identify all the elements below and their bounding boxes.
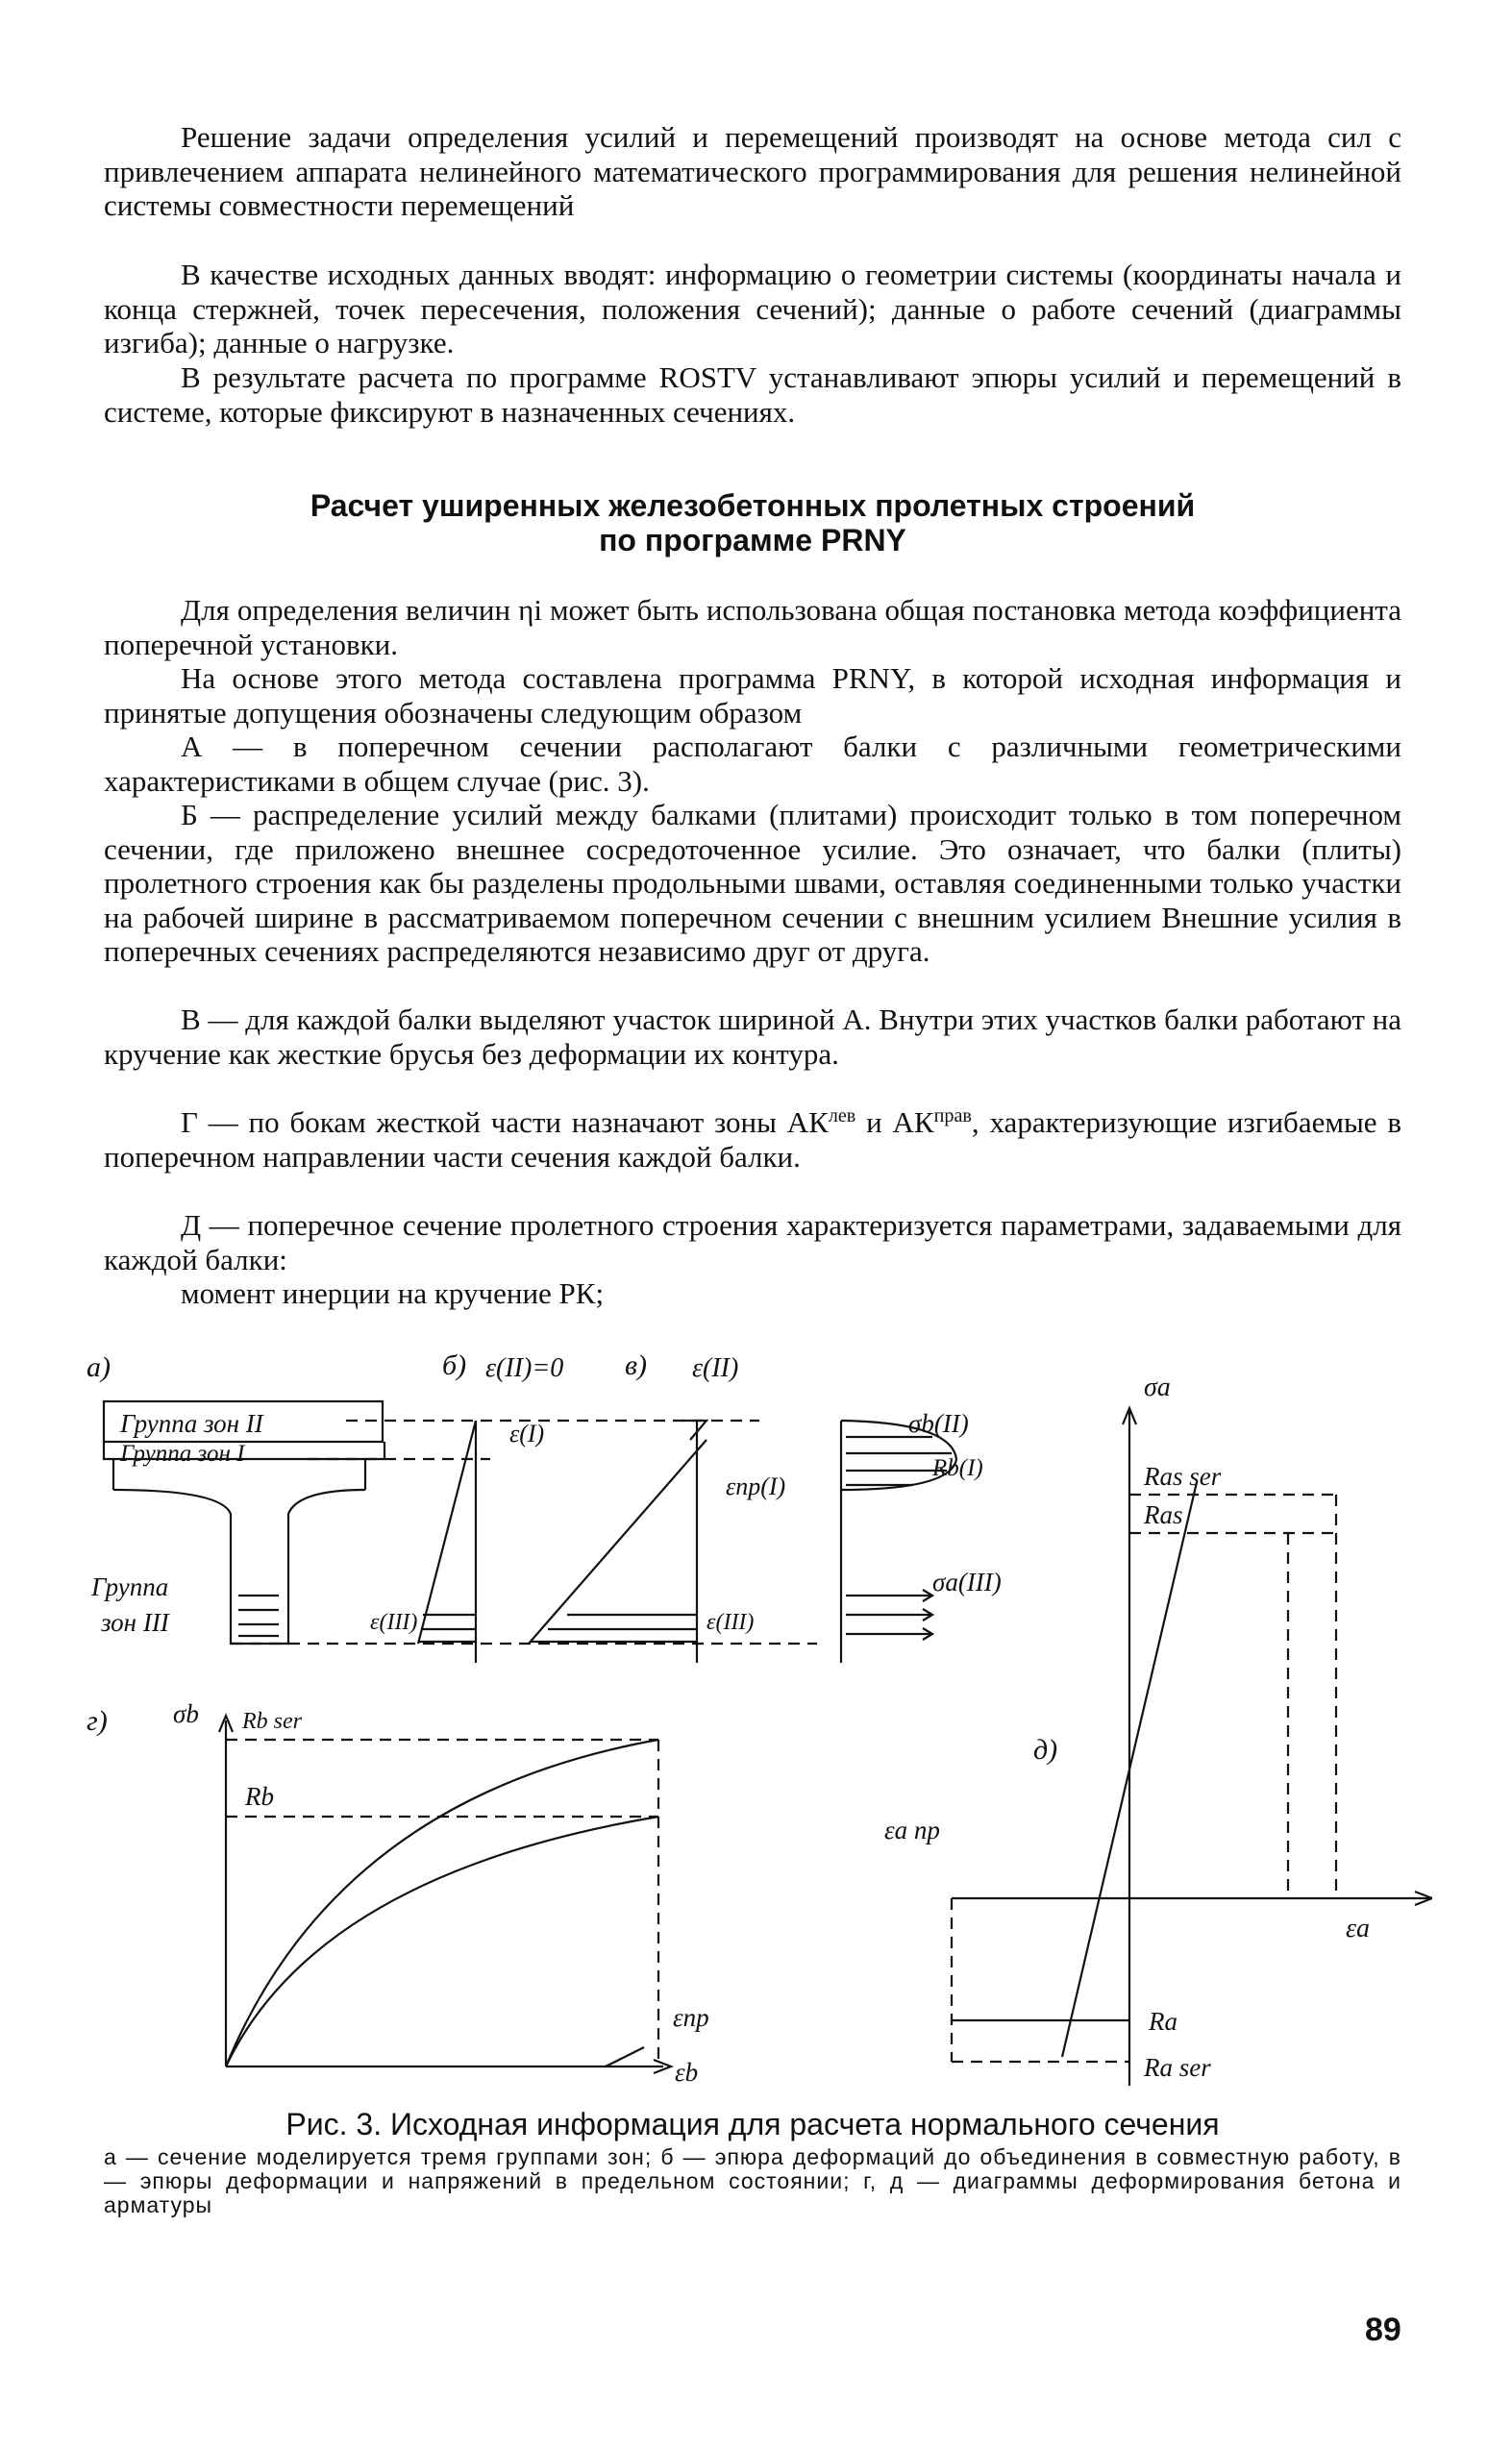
g-sigma-b-label: σb xyxy=(173,1699,199,1728)
b-hatch xyxy=(419,1615,476,1642)
section-heading-line2: по программе PRNY xyxy=(599,523,906,557)
d-eps-a-np-label: εa np xyxy=(884,1816,940,1844)
zone3-hatch xyxy=(238,1596,279,1636)
item-g xyxy=(104,1105,1401,1174)
g-Rb-label: Rb xyxy=(245,1782,274,1811)
item-g-sup-left: лев xyxy=(828,1104,856,1126)
rebar-stress-arrows xyxy=(846,1596,932,1634)
item-v: В — для каждой балки выделяют участок шириной A. Внутри этих участков балки работают на кручение как жесткие брусья без деформации их контура. xyxy=(104,1002,1401,1071)
g-eps-np-label: εnp xyxy=(673,2003,709,2032)
eps-III-v-label: ε(III) xyxy=(706,1610,755,1635)
paragraph-input-data: В качестве исходных данных вводят: информацию о геометрии системы (координаты начала и конца стержней, точек пересечения, положения сечений); данные о работе сечений (диаграммы изгиба); данные о нагрузке. xyxy=(104,258,1401,359)
d-sigma-a-label: σa xyxy=(1144,1373,1171,1402)
zone3-label-line1: Группа xyxy=(91,1572,169,1601)
fig-label-d: д) xyxy=(1033,1734,1058,1766)
fig-label-v: в) xyxy=(625,1349,648,1381)
eps-II-label: ε(II) xyxy=(692,1353,739,1383)
figure-3 xyxy=(87,1336,1432,2086)
item-g-text-start: Г — по бокам жесткой части назначают зоны АК xyxy=(181,1105,829,1139)
item-d: Д — поперечное сечение пролетного строения характеризуется параметрами, задаваемыми для каждой балки: xyxy=(104,1208,1401,1276)
d-Ra-label: Ra xyxy=(1149,2007,1177,2036)
item-g-text-end: , характеризующие изгибаемые в поперечном направлении части сечения каждой балки. xyxy=(104,1105,1401,1174)
g-curve-upper xyxy=(226,1740,658,2066)
d-Ras-label: Ras xyxy=(1144,1500,1183,1529)
paragraph-rostv-result: В результате расчета по программе ROSTV устанавливают эпюры усилий и перемещений в системе, которые фиксируют в назначенных сечениях. xyxy=(104,360,1401,429)
section-heading-line1: Расчет уширенных железобетонных пролетных строений xyxy=(310,488,1196,523)
v-strain-line xyxy=(529,1440,706,1644)
d-Ra-ser-label: Ra ser xyxy=(1144,2053,1211,2082)
zone1-label: Группа зон I xyxy=(120,1441,245,1467)
v-top-segment xyxy=(682,1421,706,1440)
sigma-a-III-label: σa(III) xyxy=(932,1568,1002,1596)
eps-np-I-label: εnp(I) xyxy=(726,1472,786,1500)
b-strain-line xyxy=(418,1421,476,1644)
g-Rb-ser-label: Rb ser xyxy=(242,1709,302,1734)
sigma-b-II-label: σb(II) xyxy=(908,1409,969,1438)
section-heading xyxy=(104,488,1401,557)
g-curve-lower xyxy=(226,1817,658,2066)
eps-II-zero: ε(II)=0 xyxy=(485,1353,564,1383)
paragraph-eta-method: Для определения величин ηi может быть использована общая постановка метода коэффициента поперечной установки. xyxy=(104,593,1401,661)
v-hatch xyxy=(531,1615,697,1642)
item-d-continued: момент инерции на кручение РК; xyxy=(181,1276,605,1310)
d-eps-a-label: εa xyxy=(1346,1914,1371,1943)
item-g-text-mid: и АК xyxy=(855,1105,934,1139)
eps-I-label: ε(I) xyxy=(509,1420,545,1448)
fig-label-a: а) xyxy=(87,1351,111,1383)
fig-label-g: г) xyxy=(87,1705,108,1737)
paragraph-prny-program: На основе этого метода составлена программа PRNY, в которой исходная информация и принятые допущения обозначены следующим образом xyxy=(104,661,1401,730)
zone2-label: Группа зон II xyxy=(120,1409,263,1438)
d-Ras-ser-label: Ras ser xyxy=(1144,1462,1222,1491)
R-b-I-label: Rb(I) xyxy=(932,1455,983,1481)
eps-III-b-label: ε(III) xyxy=(370,1610,418,1635)
g-eps-np-leader xyxy=(606,2047,644,2066)
item-a: А — в поперечном сечении располагают балки с различными геометрическими характеристиками в общем случае (рис. 3). xyxy=(104,730,1401,798)
g-eps-b-label: εb xyxy=(675,2058,699,2086)
fig-label-b: б) xyxy=(442,1349,467,1381)
figure-caption-legend: а — сечение моделируется тремя группами зон; б — эпюра деформаций до объединения в совместную работу, в — эпюры деформации и напряжений в предельном состоянии; г, д — диаграммы деформирования бетона и арматуры xyxy=(104,2144,1401,2217)
item-b: Б — распределение усилий между балками (плитами) происходит только в том поперечном сечении, где приложено внешнее сосредоточенное усилие. Это означает, что балки (плиты) пролетного строения как бы разделены продольными швами, оставляя соединенными только участки на рабочей ширине в рассматриваемом поперечном сечении с внешним усилием Внешние усилия в поперечных сечениях распределяются независимо друг от друга. xyxy=(104,798,1401,968)
page-number: 89 xyxy=(1365,2312,1401,2348)
figure-caption-title: Рис. 3. Исходная информация для расчета нормального сечения xyxy=(285,2107,1220,2141)
zone3-label-line2: зон III xyxy=(101,1608,169,1637)
paragraph-solution-method: Решение задачи определения усилий и перемещений производят на основе метода сил с привлечением аппарата нелинейного математического программирования для решения нелинейной системы совместности перемещений xyxy=(104,120,1401,222)
item-g-sup-right: прав xyxy=(933,1104,972,1126)
